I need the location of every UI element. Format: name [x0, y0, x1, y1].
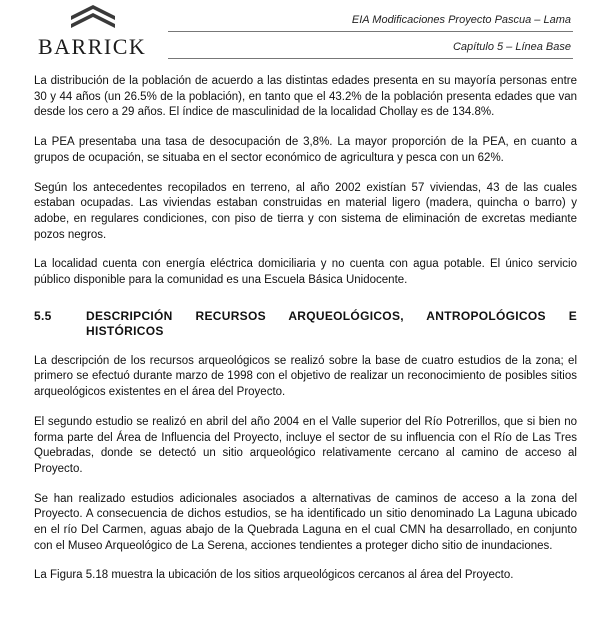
- paragraph: La descripción de los recursos arqueológicos se realizó sobre la base de cuatro estudios de la zona; el primero se efectuó durante marzo de 1998 con el objetivo de realizar un reconocimiento de posibles sitios arqueológicos existentes en el área del Proyecto.: [34, 354, 577, 399]
- page-header: [0, 0, 599, 62]
- paragraph: Se han realizado estudios adicionales asociados a alternativas de caminos de acceso a la zona del Proyecto. A consecuencia de dichos estudios, se ha identificado un sitio denominado La Laguna ubicado en el río Del Carmen, aguas abajo de la Quebrada Laguna en el cual CMN ha desarrollado, en conjunto con el Museo Arqueológico de La Serena, acciones tendientes a proteger dicho sitio de inundaciones.: [34, 492, 577, 552]
- paragraph: El segundo estudio se realizó en abril del año 2004 en el Valle superior del Río Potrerillos, que si bien no forma parte del Área de Influencia del Proyecto, incluye el sector de su influencia con el Río de Las Tres Quebradas, donde se detectó un sitio arqueológico relativamente cercano al camino de acceso al Proyecto.: [34, 415, 577, 475]
- section-number: 5.5: [34, 308, 52, 323]
- document-title: EIA Modificaciones Proyecto Pascua – Lama: [351, 14, 571, 26]
- header-divider-bottom: [168, 58, 573, 59]
- logo-wordmark: BARRICK: [38, 34, 147, 59]
- header-divider: [168, 31, 573, 32]
- chapter-title: Capítulo 5 – Línea Base: [452, 41, 571, 53]
- paragraph: La distribución de la población de acuerdo a las distintas edades presenta en su mayoría personas entre 30 y 44 años (un 26.5% de la población), en tanto que el 43.2% de la población presenta edades que van desde los cero a 29 años. El índice de masculinidad de la localidad Chollay es de 134.8%.: [34, 75, 577, 119]
- paragraph: Según los antecedentes recopilados en terreno, al año 2002 existían 57 viviendas, 43 de las cuales estaban ocupadas. Las viviendas estaban construidas en material ligero (madera, quincha o barro) y adobe, en regulares condiciones, con piso de tierra y con sistema de eliminación de excretas mediante pozos negros.: [34, 181, 577, 241]
- paragraph: La Figura 5.18 muestra la ubicación de los sitios arqueológicos cercanos al área del Proyecto.: [34, 569, 514, 582]
- paragraph: La PEA presentaba una tasa de desocupación de 3,8%. La mayor proporción de la PEA, en cuanto a grupos de ocupación, se situaba en el sector económico de agricultura y pesca con un 62%.: [34, 136, 577, 164]
- barrick-logo-icon: [68, 4, 118, 32]
- section-heading: [34, 309, 577, 340]
- paragraph: La localidad cuenta con energía eléctrica domiciliaria y no cuenta con agua potable. El único servicio público disponible para la comunidad es una Escuela Básica Unidocente.: [34, 258, 577, 287]
- barrick-logo: [38, 4, 153, 60]
- section-title: DESCRIPCIÓN RECURSOS ARQUEOLÓGICOS, ANTROPOLÓGICOS E HISTÓRICOS: [86, 308, 577, 339]
- document-body: [34, 74, 577, 598]
